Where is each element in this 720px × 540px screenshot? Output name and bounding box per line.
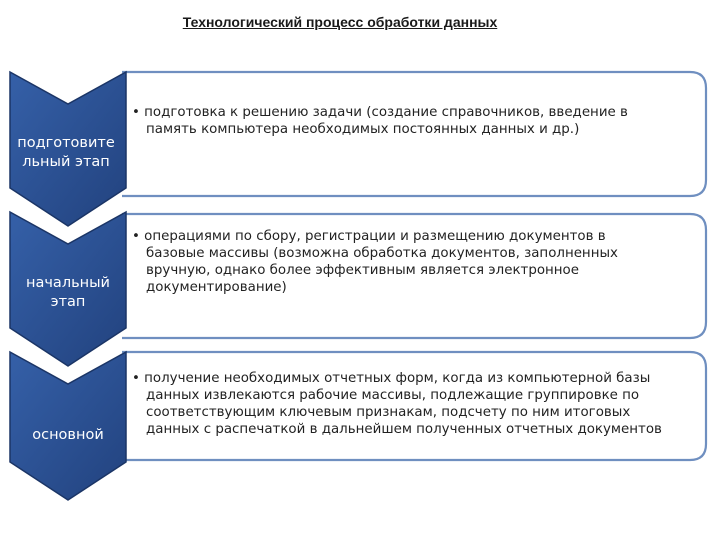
stage-3-description-line-3: соответствующим ключевым признакам, подсчету по ним итоговых <box>146 405 631 420</box>
stage-2-description-line-4: документирование) <box>146 280 287 295</box>
stage-3-label-line-1: основной <box>32 427 104 443</box>
stage-1-description-line-2: память компьютера необходимых постоянных данных и др.) <box>146 122 580 137</box>
stage-1-description <box>132 104 698 138</box>
stage-2-label-line-2: этап <box>50 294 86 310</box>
stage-2-description-line-2: базовые массивы (возможна обработка документов, заполненных <box>146 246 618 261</box>
bullet: • <box>132 229 140 244</box>
stage-2-label <box>8 274 128 312</box>
stage-2-label-line-1: начальный <box>26 275 110 291</box>
stage-1-description-line-1: • подготовка к решению задачи (создание справочников, введение в <box>132 105 628 120</box>
stage-2-description-line-3: вручную, однако более эффективным является электронное <box>146 263 579 278</box>
stage-3-description-line-2: данных извлекаются рабочие массивы, подлежащие группировке по <box>146 388 640 403</box>
bullet: • <box>132 105 140 120</box>
bullet: • <box>132 371 140 386</box>
stage-1-label-line-2: льный этап <box>22 154 110 170</box>
stage-3-description-line-1: • получение необходимых отчетных форм, когда из компьютерной базы <box>132 371 651 386</box>
stage-1-label <box>6 134 126 172</box>
diagram-title: Технологический процесс обработки данных <box>182 14 498 30</box>
stage-3-description <box>132 370 698 438</box>
stage-2-description-line-1: • операциями по сбору, регистрации и размещению документов в <box>132 229 606 244</box>
stage-1-label-line-1: подготовите <box>17 135 115 151</box>
stage-2-description <box>132 228 698 296</box>
stage-3-description-line-4: данных с распечаткой в дальнейшем полученных отчетных документов <box>146 422 662 437</box>
stage-3-label <box>8 426 128 445</box>
